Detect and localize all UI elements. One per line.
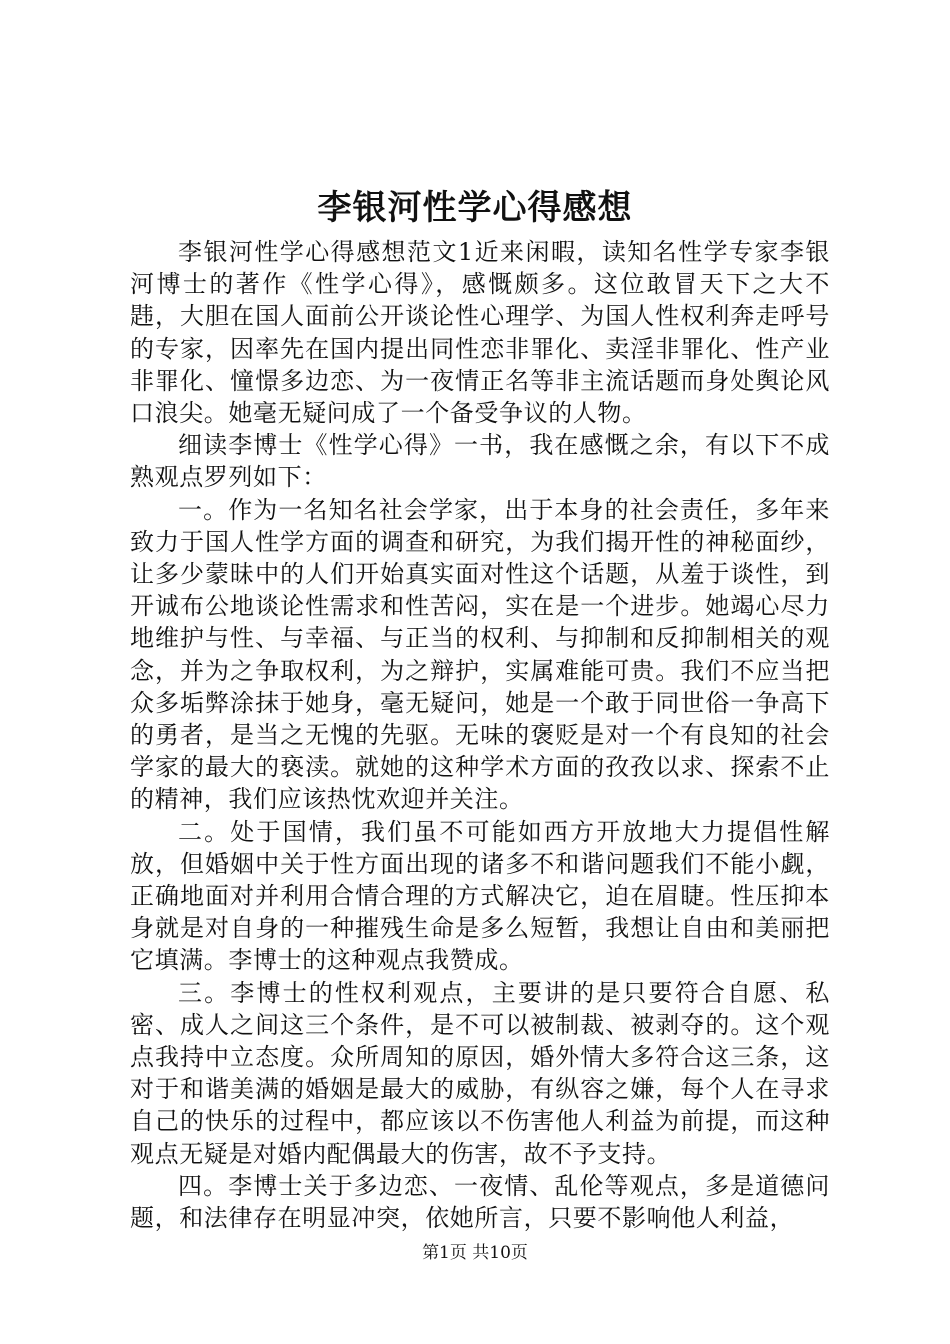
paragraph: 细读李博士《性学心得》一书，我在感慨之余，有以下不成熟观点罗列如下： <box>130 431 830 492</box>
paragraph: 一。作为一名知名社会学家，出于本身的社会责任，多年来致力于国人性学方面的调查和研究，为我们揭开性的神秘面纱，让多少蒙昧中的人们开始真实面对性这个话题，从羞于谈性，到开诚布公地谈论性需求和性苦闷，实在是一个进步。她竭心尽力地维护与性、与幸福、与正当的权利、与抑制和反抑制相关的观念，并为之争取权利，为之辩护，实属难能可贵。我们不应当把众多垢弊涂抹于她身，毫无疑问，她是一个敢于同世俗一争高下的勇者，是当之无愧的先驱。无味的褒贬是对一个有良知的社会学家的最大的亵渎。就她的这种学术方面的孜孜以求、探索不止的精神，我们应该热忱欢迎并关注。 <box>130 495 830 814</box>
page-footer: 第1页 共10页 <box>422 1243 528 1263</box>
paragraph: 三。李博士的性权利观点，主要讲的是只要符合自愿、私密、成人之间这三个条件，是不可以被制裁、被剥夺的。这个观点我持中立态度。众所周知的原因，婚外情大多符合这三条，这对于和谐美满的婚姻是最大的威胁，有纵容之嫌，每个人在寻求自己的快乐的过程中，都应该以不伤害他人利益为前提，而这种观点无疑是对婚内配偶最大的伤害，故不予支持。 <box>130 978 830 1168</box>
document-title: 李银河性学心得感想 <box>317 188 633 228</box>
paragraph: 四。李博士关于多边恋、一夜情、乱伦等观点，多是道德问题，和法律存在明显冲突，依她所言，只要不影响他人利益， <box>130 1171 830 1233</box>
paragraph: 李银河性学心得感想范文1近来闲暇，读知名性学专家李银河博士的著作《性学心得》，感慨颇多。这位敢冒天下之大不韪，大胆在国人面前公开谈论性心理学、为国人性权利奔走呼号的专家，因率先在国内提出同性恋非罪化、卖淫非罪化、性产业非罪化、憧憬多边恋、为一夜情正名等非主流话题而身处舆论风口浪尖。她毫无疑问成了一个备受争议的人物。 <box>130 238 830 428</box>
paragraph: 二。处于国情，我们虽不可能如西方开放地大力提倡性解放，但婚姻中关于性方面出现的诸多不和谐问题我们不能小觑，正确地面对并利用合情合理的方式解决它，迫在眉睫。性压抑本身就是对自身的一种摧残生命是多么短暂，我想让自由和美丽把它填满。李博士的这种观点我赞成。 <box>130 817 830 975</box>
document-body <box>130 236 830 1234</box>
